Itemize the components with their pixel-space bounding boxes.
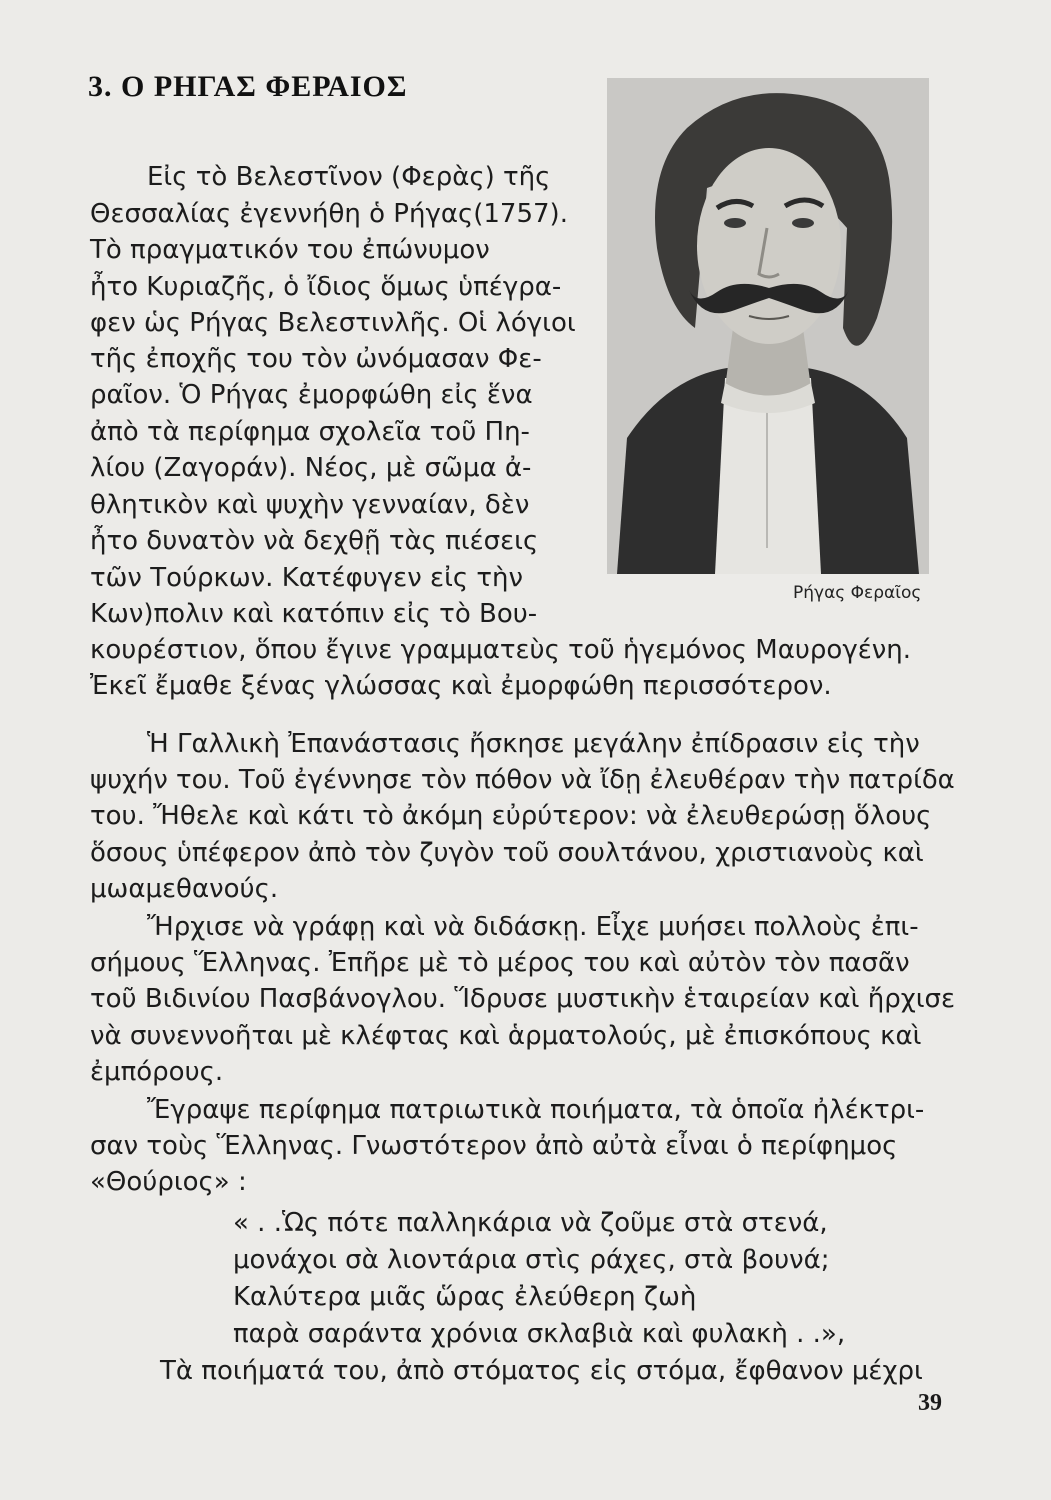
text-line: φεν ὡς Ρήγας Βελεστινλῆς. Οἱ λόγιοι xyxy=(90,308,576,338)
text-line: σαν τοὺς Ἕλληνας. Γνωστότερον ἀπὸ αὐτὰ εἶναι ὁ περίφημος xyxy=(90,1131,898,1161)
text-line: ἀπὸ τὰ περίφημα σχολεῖα τοῦ Πη- xyxy=(90,417,530,447)
text-line: Ἡ Γαλλικὴ Ἐπανάστασις ἤσκησε μεγάλην ἐπίδρασιν εἰς τὴν xyxy=(147,729,920,759)
text-line: νὰ συνεννοῆται μὲ κλέφτας καὶ ἁρματολούς, μὲ ἐπισκόπους καὶ xyxy=(90,1021,922,1051)
text-line: Ἔγραψε περίφημα πατριωτικὰ ποιήματα, τὰ ὁποῖα ἠλέκτρι- xyxy=(147,1095,925,1125)
text-line: λίου (Ζαγοράν). Νέος, μὲ σῶμα ἀ- xyxy=(90,453,532,483)
portrait-caption: Ρήγας Φεραῖος xyxy=(793,583,922,603)
text-line: Ἐκεῖ ἔμαθε ξένας γλώσσας καὶ ἐμορφώθη περισσότερον. xyxy=(90,671,832,701)
poem-line: παρὰ σαράντα χρόνια σκλαβιὰ καὶ φυλακὴ . .», xyxy=(233,1319,846,1349)
text-line: ὅσους ὑπέφερον ἀπὸ τὸν ζυγὸν τοῦ σουλτάνου, χριστιανοὺς καὶ xyxy=(90,838,924,868)
text-line: κουρέστιον, ὅπου ἔγινε γραμματεὺς τοῦ ἡγεμόνος Μαυρογένη. xyxy=(90,635,912,665)
text-line: ἦτο δυνατὸν νὰ δεχθῇ τὰς πιέσεις xyxy=(90,526,539,556)
page-number: 39 xyxy=(918,1390,942,1416)
text-line: Εἰς τὸ Βελεστῖνον (Φερὰς) τῆς xyxy=(147,162,551,192)
poem-line: « . .Ὡς πότε παλληκάρια νὰ ζοῦμε στὰ στενά, xyxy=(233,1208,828,1238)
text-line: μωαμεθανούς. xyxy=(90,874,279,904)
chapter-heading: 3. Ο ΡΗΓΑΣ ΦΕΡΑΙΟΣ xyxy=(88,70,408,103)
text-line: του. Ἤθελε καὶ κάτι τὸ ἀκόμη εὐρύτερον: νὰ ἐλευθερώσῃ ὅλους xyxy=(90,801,932,831)
text-line: τοῦ Βιδινίου Πασβάνογλου. Ἵδρυσε μυστικὴν ἑταιρείαν καὶ ἤρχισε xyxy=(90,984,956,1014)
text-line: «Θούριος» : xyxy=(90,1167,247,1197)
text-line: Τὸ πραγματικόν του ἐπώνυμον xyxy=(90,235,490,265)
text-line: σήμους Ἕλληνας. Ἐπῆρε μὲ τὸ μέρος του καὶ αὐτὸν τὸν πασᾶν xyxy=(90,948,910,978)
text-line: Ἤρχισε νὰ γράφῃ καὶ νὰ διδάσκῃ. Εἶχε μυήσει πολλοὺς ἐπι- xyxy=(147,912,919,942)
portrait-drawing xyxy=(607,78,929,574)
text-line: τῆς ἐποχῆς του τὸν ὠνόμασαν Φε- xyxy=(90,344,542,374)
portrait-image xyxy=(607,78,929,574)
text-line: ἦτο Κυριαζῆς, ὁ ἴδιος ὅμως ὑπέγρα- xyxy=(90,272,562,302)
text-line: ραῖον. Ὁ Ρήγας ἐμορφώθη εἰς ἕνα xyxy=(90,380,533,410)
text-line: τῶν Τούρκων. Κατέφυγεν εἰς τὴν xyxy=(90,563,524,593)
poem-line: μονάχοι σὰ λιοντάρια στὶς ράχες, στὰ βουνά; xyxy=(233,1245,830,1275)
text-line: Θεσσαλίας ἐγεννήθη ὁ Ρήγας(1757). xyxy=(90,199,568,229)
text-line: ψυχήν του. Τοῦ ἐγέννησε τὸν πόθον νὰ ἴδῃ ἐλευθέραν τὴν πατρίδα xyxy=(90,765,955,795)
text-line: Κων)πολιν καὶ κατόπιν εἰς τὸ Βου- xyxy=(90,599,538,629)
text-line: ἐμπόρους. xyxy=(90,1057,224,1087)
text-line: Τὰ ποιήματά του, ἀπὸ στόματος εἰς στόμα, ἔφθανον μέχρι xyxy=(160,1356,923,1386)
poem-line: Καλύτερα μιᾶς ὥρας ἐλεύθερη ζωὴ xyxy=(233,1282,697,1312)
text-line: θλητικὸν καὶ ψυχὴν γενναίαν, δὲν xyxy=(90,490,530,520)
